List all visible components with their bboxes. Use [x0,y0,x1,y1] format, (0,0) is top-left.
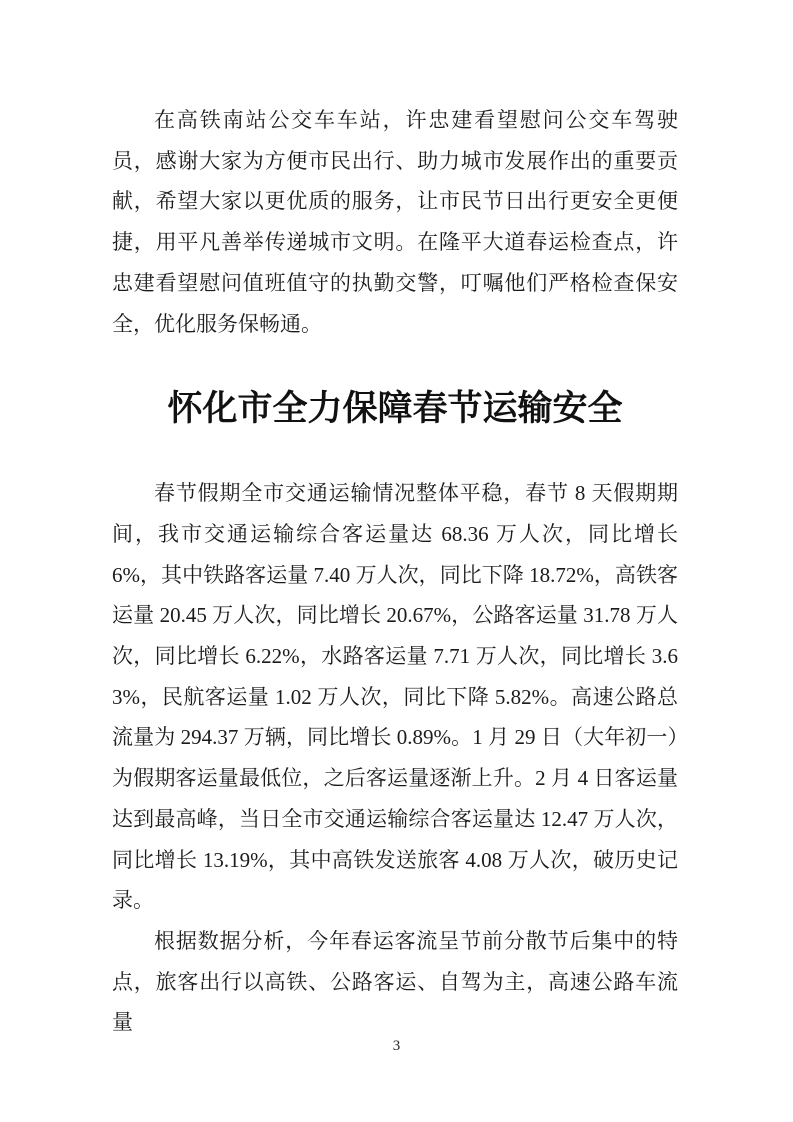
section-title: 怀化市全力保障春节运输安全 [167,389,623,429]
page-content [112,0,678,1043]
page-number: 3 [392,1038,401,1054]
intro-paragraph: 在高铁南站公交车车站，许忠建看望慰问公交车驾驶员，感谢大家为方便市民出行、助力城市发展作出的重要贡献，希望大家以更优质的服务，让市民节日出行更安全更便捷，用平凡善举传递城市文明。在隆平大道春运检查点，许忠建看望慰问值班值守的执勤交警，叮嘱他们严格检查保安全，优化服务保畅通。 [112,108,678,336]
stats-paragraph: 春节假期全市交通运输情况整体平稳，春节 8 天假期期间，我市交通运输综合客运量达 68.36 万人次，同比增长 6%，其中铁路客运量 7.40 万人次，同比下降 18.72%，高铁客运量 20.45 万人次，同比增长 20.67%，公路客运量 31.78 万人次，同比增长 6.22%，水路客运量 7.71 万人次，同比增长 3.63%，民航客运量 1.02 万人次，同比下降 5.82%。高速公路总流量为 294.37 万辆，同比增长 0.89%。1 月 29 日（大年初一）为假期客运量最低位，之后客运量逐渐上升。2 月 4 日客运量达到最高峰，当日全市交通运输综合客运量达 12.47 万人次，同比增长 13.19%，其中高铁发送旅客 4.08 万人次，破历史记录。 [112,481,678,913]
analysis-paragraph: 根据数据分析，今年春运客流呈节前分散节后集中的特点，旅客出行以高铁、公路客运、自驾为主，高速公路车流量 [112,928,678,1035]
